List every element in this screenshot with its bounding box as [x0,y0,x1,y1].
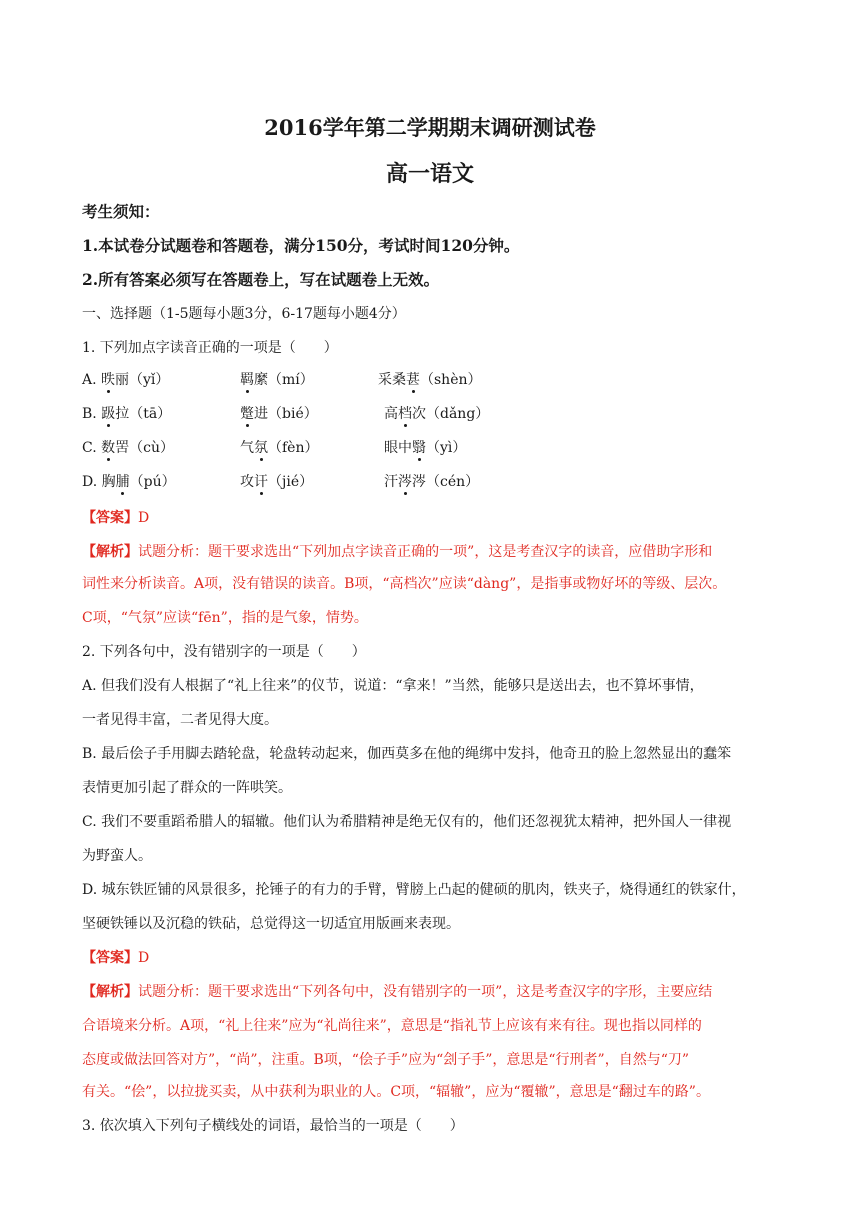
analysis-line: 【解析】试题分析：题干要求选出“下列加点字读音正确的一项”，这是考查汉字的读音，应借助字形和 [82,544,713,560]
notice-item: 1.本试卷分试题卷和答题卷，满分150分，考试时间120分钟。 [82,236,520,255]
option-word: 羁縻（mí） [240,372,314,388]
analysis-line: 词性来分析读音。A项，没有错误的读音。B项，“高档次”应读“dàng”，是指事或物好坏的等级、层次。 [82,576,727,592]
dotted-char: 数 [101,440,116,456]
analysis-tag: 【解析】 [82,984,138,1000]
exam-title: 2016学年第二学期期末调研测试卷 [264,115,596,140]
dotted-char: 氛 [254,440,268,456]
answer-tag: 【答案】 [82,510,138,526]
word: 昳丽（yǐ） [101,372,170,388]
option-label: C. [82,440,102,456]
answer-line [82,508,802,528]
dotted-char: 档 [398,406,412,422]
option-word: 采桑葚（shèn） [378,372,482,388]
analysis-line: 【解析】试题分析：题干要求选出“下列各句中，没有错别字的一项”，这是考查汉字的字形，主要应结 [82,984,713,1000]
option-line: 坚硬铁锤以及沉稳的铁砧，总觉得这一切适宜用版画来表现。 [82,916,460,932]
word: 胸脯（pú） [101,474,176,490]
answer-tag: 【答案】 [82,950,138,966]
option-line: B. 最后侩子手用脚去踏轮盘，轮盘转动起来，伽西莫多在他的绳绑中发抖，他奇丑的脸上忽然显出的蠢笨 [82,746,732,762]
option-line: 为野蛮人。 [82,848,152,864]
question-stem: 1. 下列加点字读音正确的一项是（ ） [82,340,338,356]
analysis-line: 合语境来分析。A项，“礼上往来”应为“礼尚往来”，意思是“指礼节上应该有来有往。现也指以同样的 [82,1018,702,1034]
answer-value: D [138,950,150,966]
option-row [82,438,174,458]
dotted-char: 羁 [240,372,254,388]
dotted-char: 涔 [398,474,412,490]
option-label: B. [82,406,102,422]
dotted-char: 蹩 [240,406,254,422]
analysis-line: 态度或做法回答对方”，“尚”，注重。B项，“侩子手”应为“刽子手”，意思是“行刑者”，自然与“刀” [82,1052,690,1068]
question-stem: 3. 依次填入下列句子横线处的词语，最恰当的一项是（ ） [82,1118,464,1134]
answer-value: D [138,510,150,526]
analysis-tag: 【解析】 [82,544,138,560]
dotted-char: 讦 [254,474,268,490]
exam-subject: 高一语文 [385,161,474,187]
option-row [82,472,176,492]
option-row [82,370,169,390]
option-word: 气氛（fèn） [240,440,319,456]
option-row [82,404,171,424]
option-line: D. 城东铁匠铺的风景很多，抡锤子的有力的手臂，臂膀上凸起的健硕的肌肉，铁夹子，烧得通红的铁家什， [82,882,746,898]
answer-line [82,948,802,968]
word: 趿拉（tā） [101,406,172,422]
dotted-char: 翳 [412,440,426,456]
option-word: 汗涔涔（cén） [384,474,480,490]
option-line: C. 我们不要重蹈希腊人的辐辙。他们认为希腊精神是绝无仅有的，他们还忽视犹太精神，把外国人一律视 [82,814,732,830]
option-word: 高档次（dǎng） [384,406,490,422]
word: 数罟（cù） [101,440,174,456]
dotted-char: 趿 [101,406,116,422]
dotted-char: 脯 [115,474,130,490]
option-label: A. [82,372,102,388]
notice-heading: 考生须知： [82,202,160,221]
option-line: A. 但我们没有人根据了“礼上往来”的仪节，说道：“拿来！”当然，能够只是送出去，也不算坏事情， [82,678,704,694]
option-word: 眼中翳（yì） [384,440,467,456]
section-heading: 一、选择题（1-5题每小题3分，6-17题每小题4分） [82,306,406,322]
dotted-char: 葚 [406,372,420,388]
option-word: 攻讦（jié） [240,474,314,490]
analysis-line: C项，“气氛”应读“fēn”，指的是气象，情势。 [82,610,368,626]
question-stem: 2. 下列各句中，没有错别字的一项是（ ） [82,644,366,660]
option-line: 表情更加引起了群众的一阵哄笑。 [82,780,292,796]
dotted-char: 昳 [101,372,116,388]
analysis-line: 有关。“侩”，以拉拢买卖，从中获利为职业的人。C项，“辐辙”，应为“覆辙”，意思是“翻过车的路”。 [82,1084,710,1100]
option-line: 一者见得丰富，二者见得大度。 [82,712,278,728]
option-label: D. [82,474,102,490]
notice-item: 2.所有答案必须写在答题卷上，写在试题卷上无效。 [82,270,440,289]
option-word: 蹩进（bié） [240,406,318,422]
